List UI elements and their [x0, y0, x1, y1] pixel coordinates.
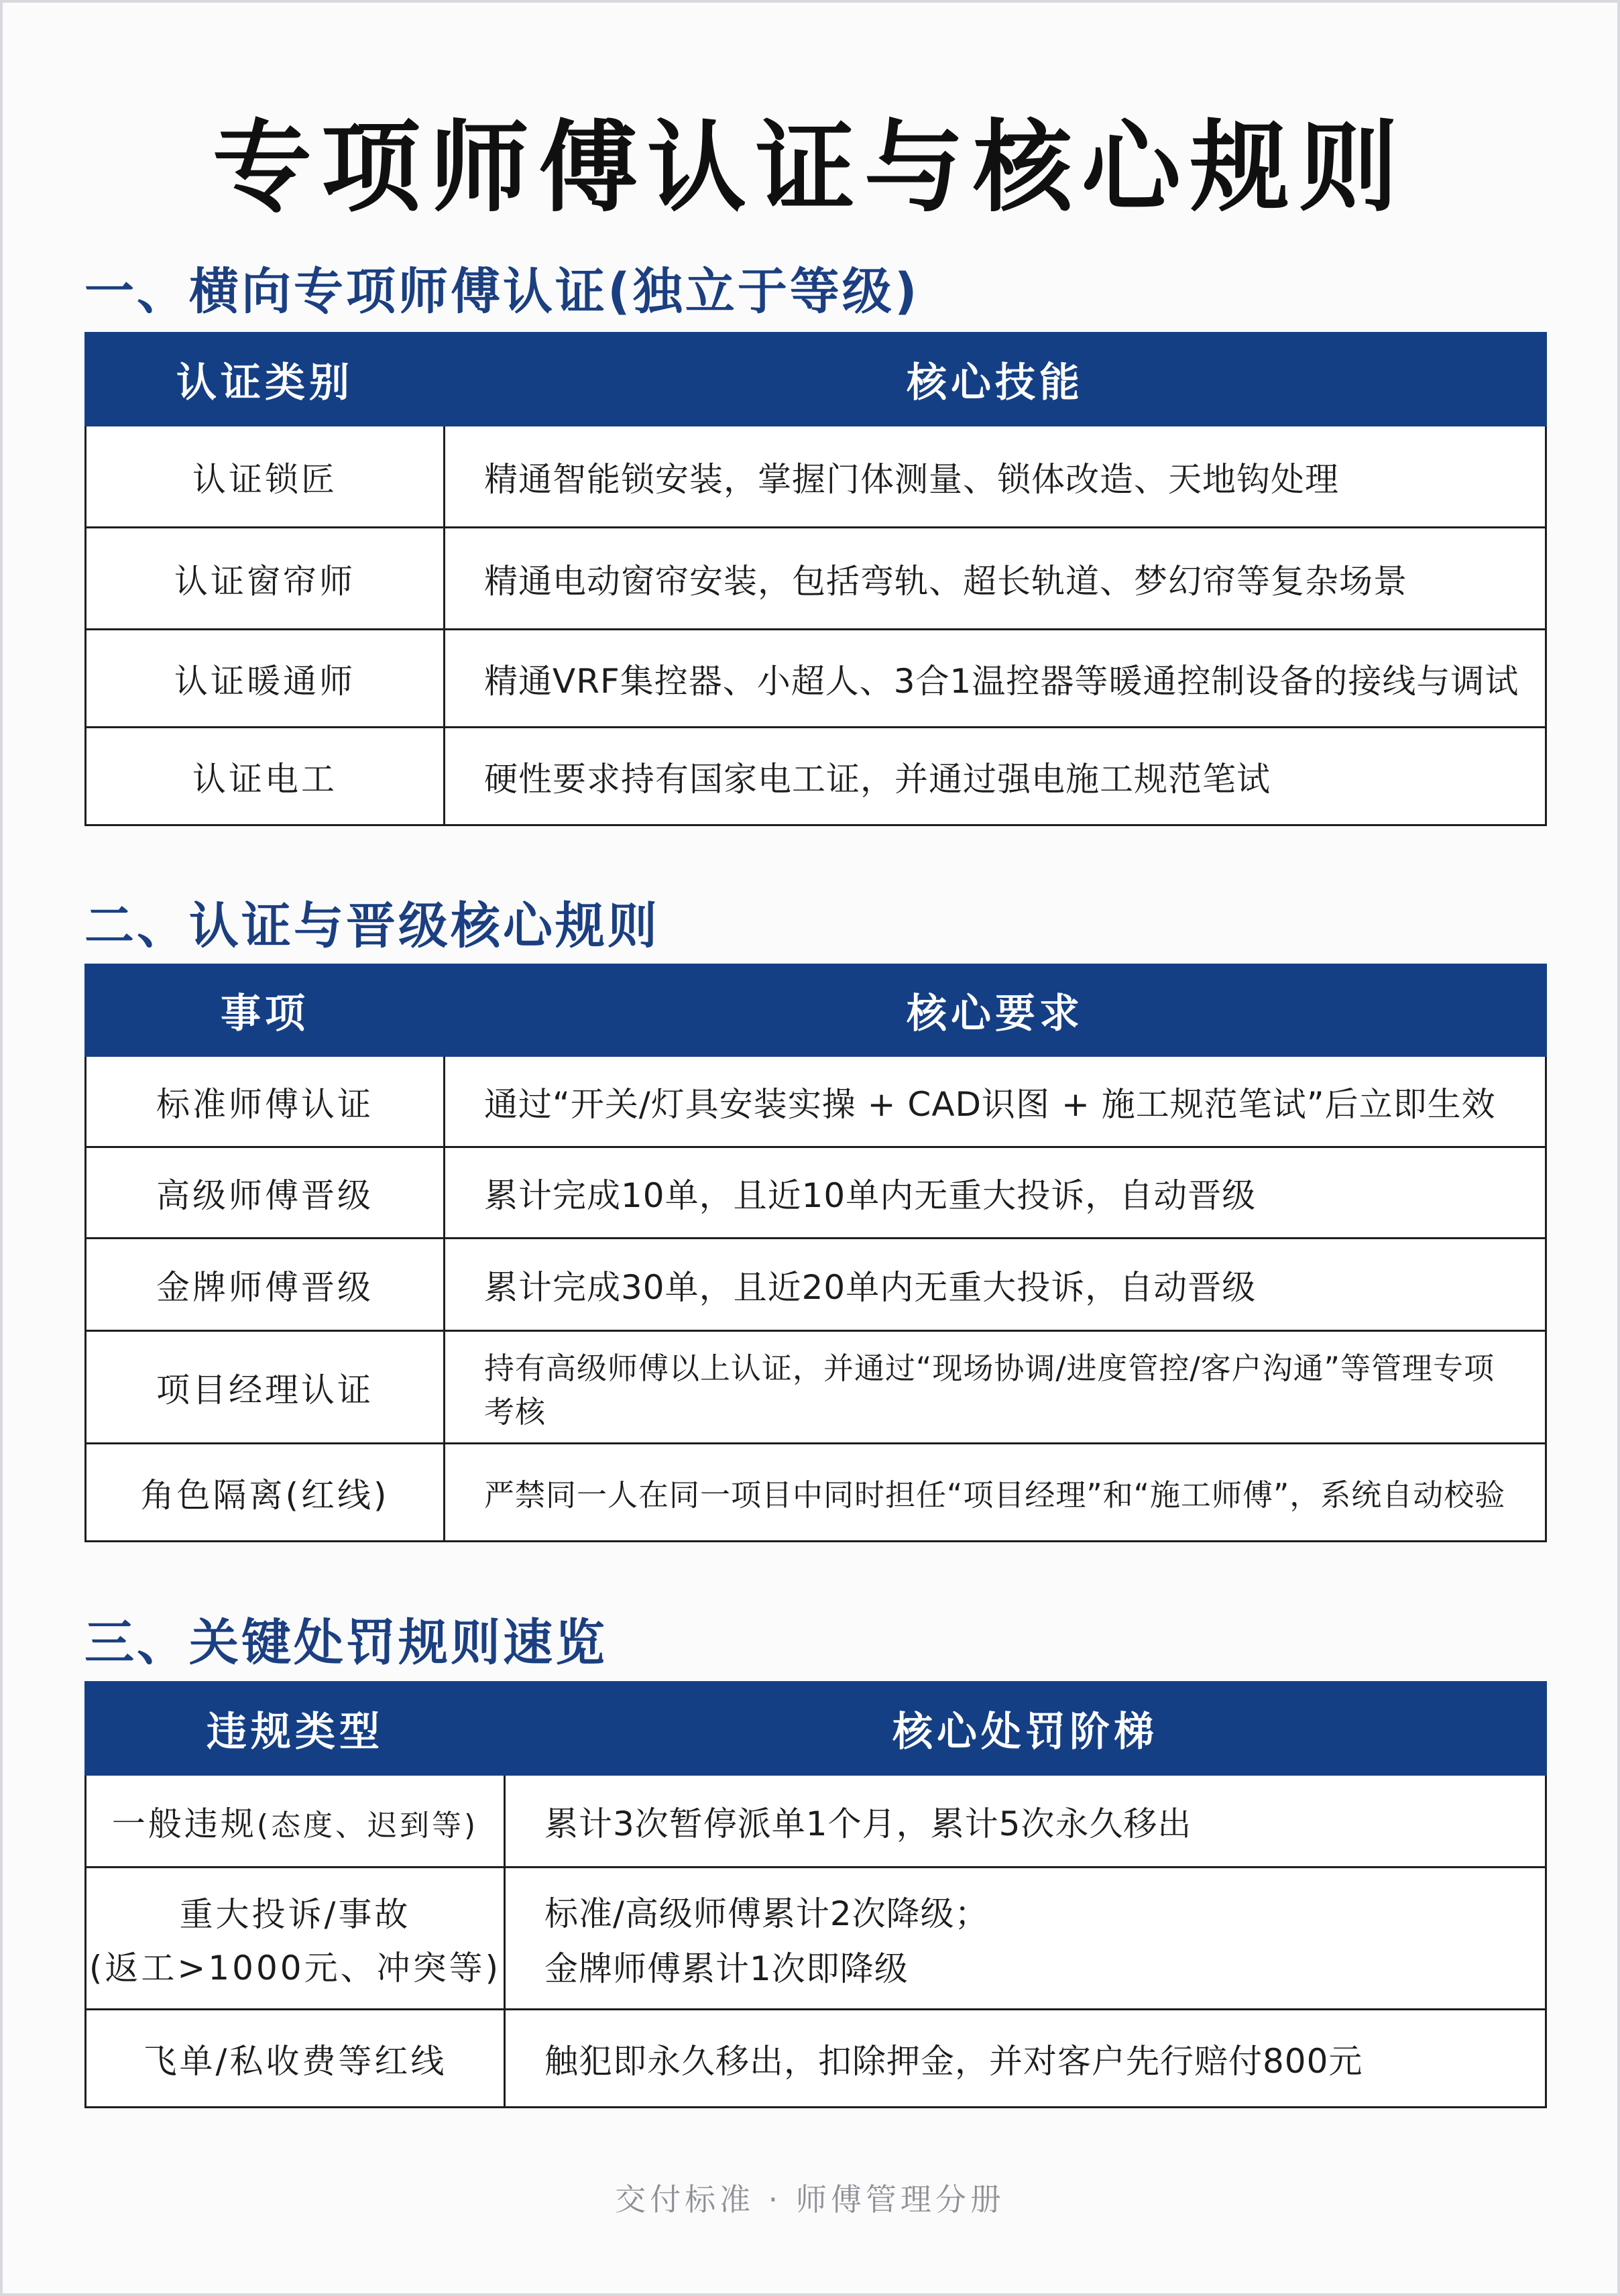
penalty-rule	[505, 1775, 1546, 1868]
table-row	[86, 1775, 1546, 1868]
table-row	[86, 728, 1546, 825]
penalty-line: 触犯即永久移出，扣除押金，并对客户先行赔付800元	[544, 2041, 1363, 2081]
violation-type-note: (态度、迟到等)	[256, 1808, 479, 1843]
header-item: 事项	[86, 965, 445, 1056]
rule-requirement: 累计完成10单，且近10单内无重大投诉，自动晋级	[445, 1147, 1546, 1239]
rule-requirement: 累计完成30单，且近20单内无重大投诉，自动晋级	[445, 1239, 1546, 1331]
violation-type-main: 重大投诉/事故	[179, 1894, 411, 1934]
violation-type	[86, 2010, 505, 2108]
violation-type-main: 一般违规	[111, 1804, 257, 1843]
table-row	[86, 1056, 1546, 1147]
section3-heading: 三、关键处罚规则速览	[84, 1614, 608, 1672]
rule-requirement: 通过“开关/灯具安装实操 + CAD识图 + 施工规范笔试”后立即生效	[445, 1056, 1546, 1147]
table-row	[86, 630, 1546, 728]
rule-item: 标准师傅认证	[86, 1056, 445, 1147]
table-row	[86, 2010, 1546, 2108]
violation-type	[86, 1868, 505, 2010]
table-row	[86, 528, 1546, 630]
table-header-row	[86, 1682, 1546, 1775]
cert-type: 认证电工	[86, 728, 445, 825]
violation-type	[86, 1775, 505, 1868]
table-header-row	[86, 965, 1546, 1056]
section2-heading: 二、认证与晋级核心规则	[84, 897, 660, 955]
header-cert-type: 认证类别	[86, 333, 445, 426]
header-core-skill: 核心技能	[445, 333, 1546, 426]
table-row	[86, 1868, 1546, 2010]
table-row	[86, 1331, 1546, 1444]
rule-item: 金牌师傅晋级	[86, 1239, 445, 1331]
penalty-rule	[505, 1868, 1546, 2010]
penalty-line: 金牌师傅累计1次即降级	[544, 1949, 909, 1988]
rule-requirement: 持有高级师傅以上认证，并通过“现场协调/进度管控/客户沟通”等管理专项考核	[445, 1331, 1546, 1444]
header-penalty-ladder: 核心处罚阶梯	[505, 1682, 1546, 1775]
header-violation-type: 违规类型	[86, 1682, 505, 1775]
cert-type: 认证锁匠	[86, 426, 445, 528]
header-core-requirement: 核心要求	[445, 965, 1546, 1056]
cert-skill: 精通电动窗帘安装，包括弯轨、超长轨道、梦幻帘等复杂场景	[445, 528, 1546, 630]
cert-type: 认证窗帘师	[86, 528, 445, 630]
rule-item: 角色隔离(红线)	[86, 1444, 445, 1542]
cert-skill: 精通智能锁安装，掌握门体测量、锁体改造、天地钩处理	[445, 426, 1546, 528]
cert-skill: 精通VRF集控器、小超人、3合1温控器等暖通控制设备的接线与调试	[445, 630, 1546, 728]
rule-item: 项目经理认证	[86, 1331, 445, 1444]
table-header-row	[86, 333, 1546, 426]
violation-type-main: 飞单/私收费等红线	[143, 2041, 447, 2081]
page-title: 专项师傅认证与核心规则	[213, 110, 1407, 225]
penalty-line: 累计3次暂停派单1个月，累计5次永久移出	[544, 1804, 1192, 1843]
table-row	[86, 1444, 1546, 1542]
cert-type: 认证暖通师	[86, 630, 445, 728]
cert-skill: 硬性要求持有国家电工证，并通过强电施工规范笔试	[445, 728, 1546, 825]
table-row	[86, 1239, 1546, 1331]
promotion-rules-table	[84, 964, 1547, 1542]
table-row	[86, 1147, 1546, 1239]
penalty-line: 标准/高级师傅累计2次降级；	[544, 1894, 989, 1933]
table-row	[86, 426, 1546, 528]
penalty-table	[84, 1681, 1547, 2108]
penalty-rule	[505, 2010, 1546, 2108]
rule-item: 高级师傅晋级	[86, 1147, 445, 1239]
certification-table	[84, 332, 1547, 826]
rule-requirement: 严禁同一人在同一项目中同时担任“项目经理”和“施工师傅”，系统自动校验	[445, 1444, 1546, 1542]
footer-caption: 交付标准 · 师傅管理分册	[615, 2181, 1005, 2218]
violation-type-note: (返工>1000元、冲突等)	[89, 1948, 502, 1988]
section1-heading: 一、横向专项师傅认证(独立于等级)	[84, 263, 920, 321]
